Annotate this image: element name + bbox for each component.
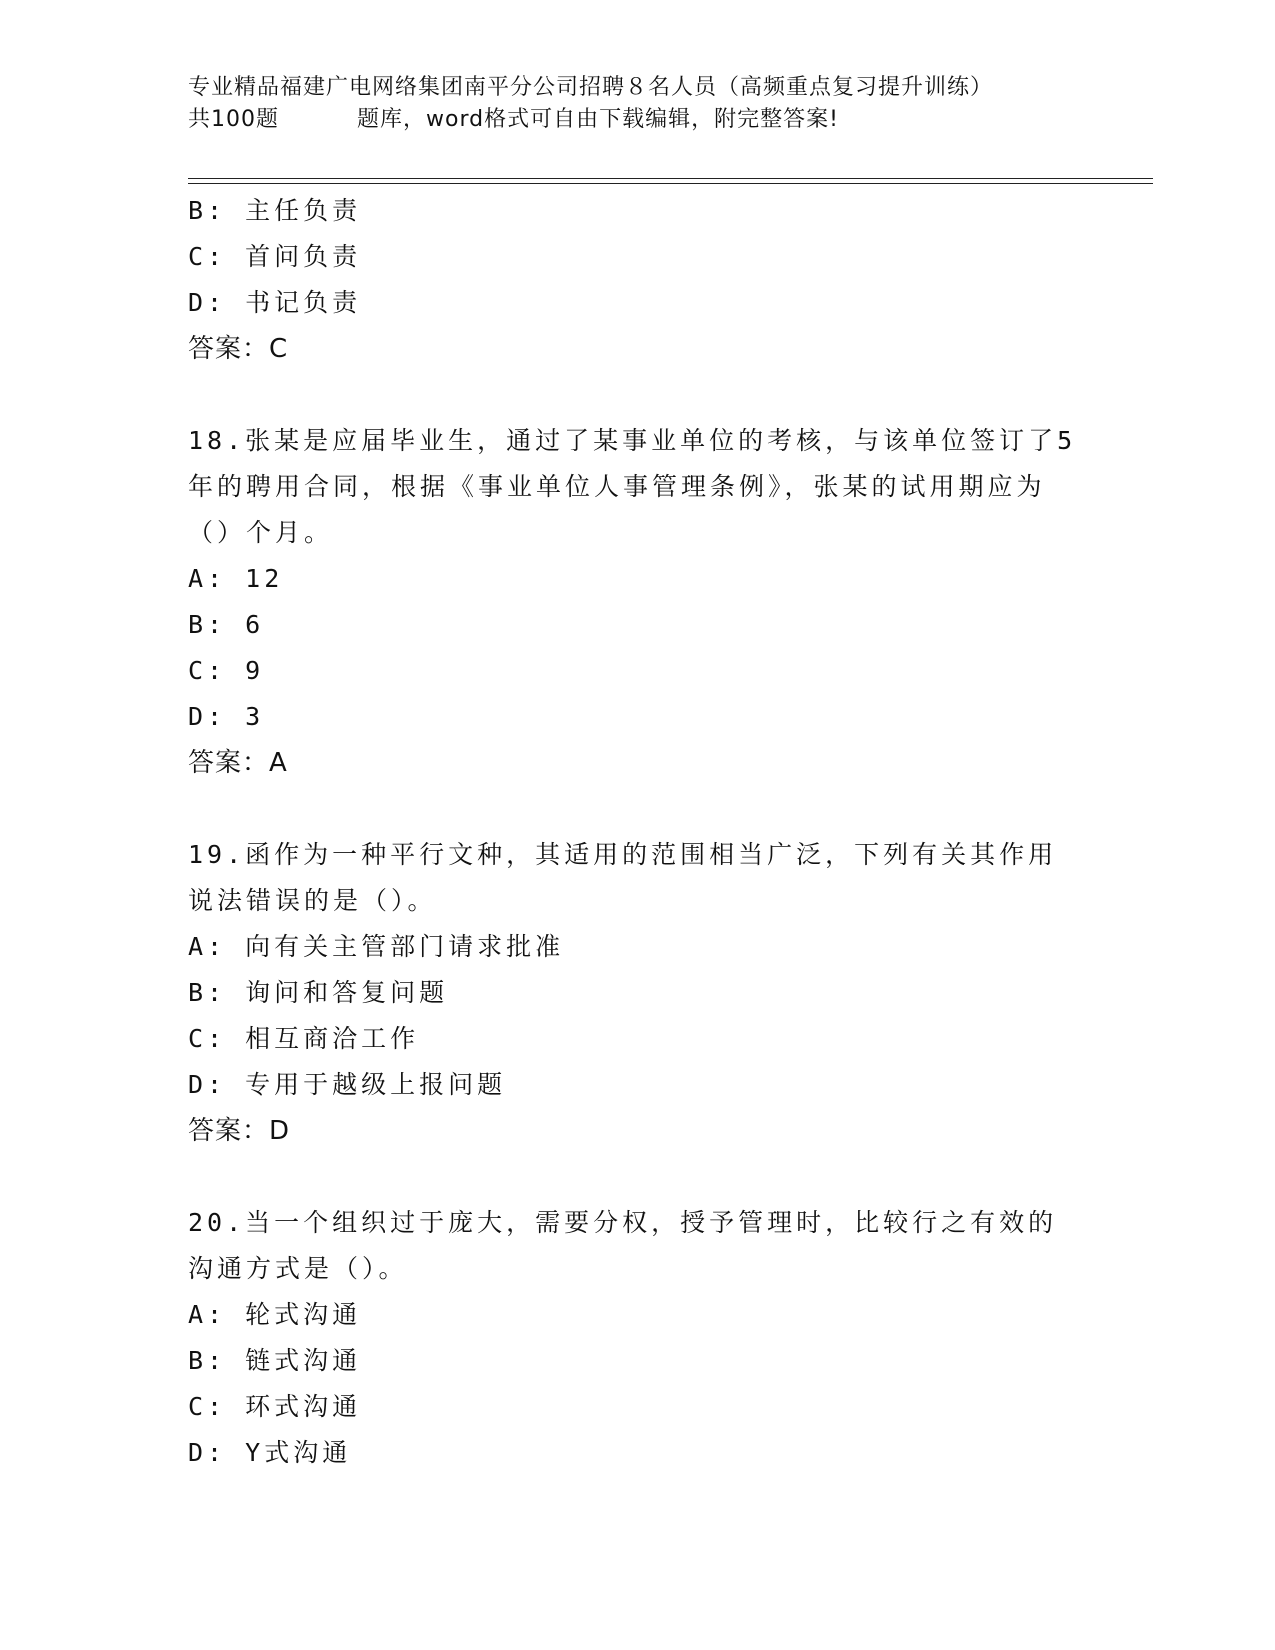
option-d: D: Y式沟通	[188, 1438, 352, 1467]
option-a: A: 12	[188, 564, 284, 593]
question-text: 19.函作为一种平行文种，其适用的范围相当广泛，下列有关其作用说法错误的是（）。	[188, 840, 1058, 915]
option-d: D: 专用于越级上报问题	[188, 1070, 507, 1099]
option-a: A: 轮式沟通	[188, 1300, 362, 1329]
option-c: C: 相互商洽工作	[188, 1024, 420, 1053]
question-block-20	[188, 1200, 1088, 1476]
document-title: 专业精品福建广电网络集团南平分公司招聘８名人员（高频重点复习提升训练）	[188, 75, 994, 100]
carryover-block	[188, 188, 1088, 372]
option-b: B: 链式沟通	[188, 1346, 362, 1375]
question-text: 18.张某是应届毕业生，通过了某事业单位的考核，与该单位签订了5年的聘用合同，根据《事业单位人事管理条例》，张某的试用期应为（）个月。	[188, 426, 1077, 547]
question-count: 共100题	[188, 107, 279, 132]
option-c: C: 首问负责	[188, 242, 362, 271]
header-divider-bottom	[188, 183, 1153, 184]
document-header	[188, 72, 1088, 136]
header-divider-top	[188, 178, 1153, 179]
document-description: 题库，word格式可自由下载编辑，附完整答案!	[357, 107, 839, 132]
option-d: D: 书记负责	[188, 288, 362, 317]
option-b: B: 询问和答复问题	[188, 978, 449, 1007]
question-text: 20.当一个组织过于庞大，需要分权，授予管理时，比较行之有效的沟通方式是（）。	[188, 1208, 1058, 1283]
question-content	[188, 188, 1088, 1476]
option-c: C: 环式沟通	[188, 1392, 362, 1421]
answer-line: 答案：A	[188, 748, 288, 778]
option-c: C: 9	[188, 656, 265, 685]
question-block-19	[188, 832, 1088, 1154]
option-a: A: 向有关主管部门请求批准	[188, 932, 565, 961]
question-block-18	[188, 418, 1088, 786]
document-subtitle	[188, 104, 1088, 136]
answer-line: 答案：D	[188, 1116, 291, 1146]
option-d: D: 3	[188, 702, 265, 731]
answer-line: 答案：C	[188, 334, 289, 364]
option-b: B: 主任负责	[188, 196, 362, 225]
option-b: B: 6	[188, 610, 265, 639]
